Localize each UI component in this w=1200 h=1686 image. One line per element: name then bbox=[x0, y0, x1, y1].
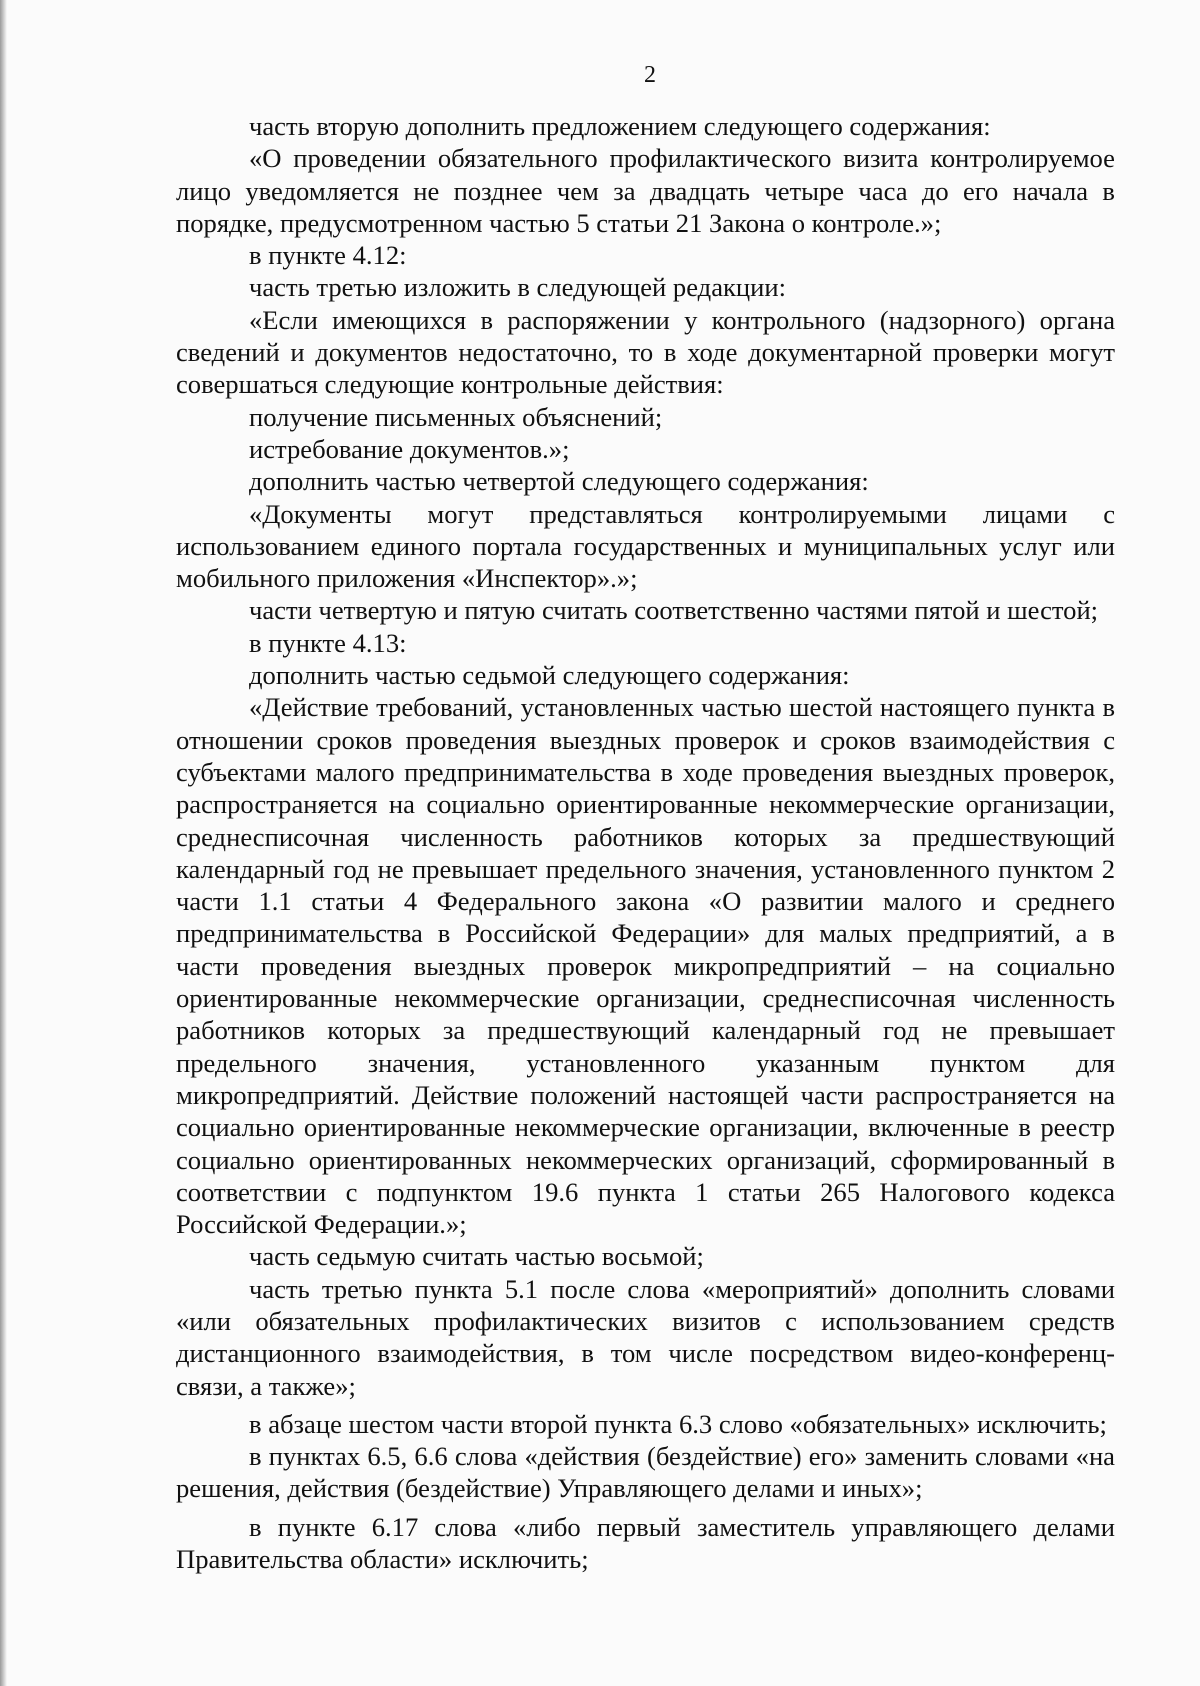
paragraph: «Действие требований, установленных частью шестой настоящего пункта в отношении сроков проведения выездных проверок и сроков взаимодействия с субъектами малого предпринимательства в ходе проведения выездных проверок, распространяется на социально ориентированные некоммерческие организации, среднесписочная численность работников которых за предшествующий календарный год не превышает предельного значения, установленного пунктом 2 части 1.1 статьи 4 Федерального закона «О развитии малого и среднего предпринимательства в Российской Федерации» для малых предприятий, а в части проведения выездных проверок микропредприятий – на социально ориентированные некоммерческие организации, среднесписочная численность работников которых за предшествующий календарный год не превышает предельного значения, установленного указанным пунктом для микропредприятий. Действие положений настоящей части распространяется на социально ориентированные некоммерческие организации, включенные в реестр социально ориентированных некоммерческих организаций, сформированный в соответствии с подпунктом 19.6 пункта 1 статьи 265 Налогового кодекса Российской Федерации.»; bbox=[176, 692, 1115, 1240]
paragraph: часть вторую дополнить предложением следующего содержания: bbox=[249, 111, 991, 141]
paragraph: часть третью изложить в следующей редакции: bbox=[249, 272, 787, 303]
paragraph: части четвертую и пятую считать соответственно частями пятой и шестой; bbox=[249, 595, 1099, 626]
scan-edge bbox=[0, 0, 7, 1686]
paragraph: «О проведении обязательного профилактического визита контролируемое лицо уведомляется не позднее чем за двадцать четыре часа до его начала в порядке, предусмотренном частью 5 статьи 21 Закона о контроле.»; bbox=[176, 143, 1115, 238]
paragraph: часть третью пункта 5.1 после слова «мероприятий» дополнить словами «или обязательных профилактических визитов с использованием средств дистанционного взаимодействия, в том числе посредством видео-конференц-связи, а также»; bbox=[176, 1273, 1115, 1401]
paragraph: «Документы могут представляться контролируемыми лицами с использованием единого портала государственных и муниципальных услуг или мобильного приложения «Инспектор».»; bbox=[176, 498, 1115, 594]
paragraph: получение письменных объяснений; bbox=[249, 401, 663, 432]
paragraph: в пункте 4.13: bbox=[249, 627, 407, 658]
paragraph: в абзаце шестом части второй пункта 6.3 слово «обязательных» исключить; bbox=[249, 1408, 1107, 1439]
page-number: 2 bbox=[644, 62, 656, 88]
paragraph: в пункте 4.12: bbox=[249, 240, 407, 271]
paragraph: часть седьмую считать частью восьмой; bbox=[249, 1241, 704, 1272]
paragraph: истребование документов.»; bbox=[249, 433, 570, 464]
paragraph: дополнить частью четвертой следующего содержания: bbox=[249, 466, 869, 497]
paragraph: в пункте 6.17 слова «либо первый заместитель управляющего делами Правительства области» исключить; bbox=[176, 1511, 1115, 1575]
paragraph: «Если имеющихся в распоряжении у контрольного (надзорного) органа сведений и документов недостаточно, то в ходе документарной проверки могут совершаться следующие контрольные действия: bbox=[176, 304, 1115, 400]
document-body bbox=[176, 110, 1115, 1575]
paragraph: дополнить частью седьмой следующего содержания: bbox=[249, 660, 850, 691]
paragraph: в пунктах 6.5, 6.6 слова «действия (бездействие) его» заменить словами «на решения, действия (бездействие) Управляющего делами и иных»; bbox=[176, 1441, 1115, 1504]
